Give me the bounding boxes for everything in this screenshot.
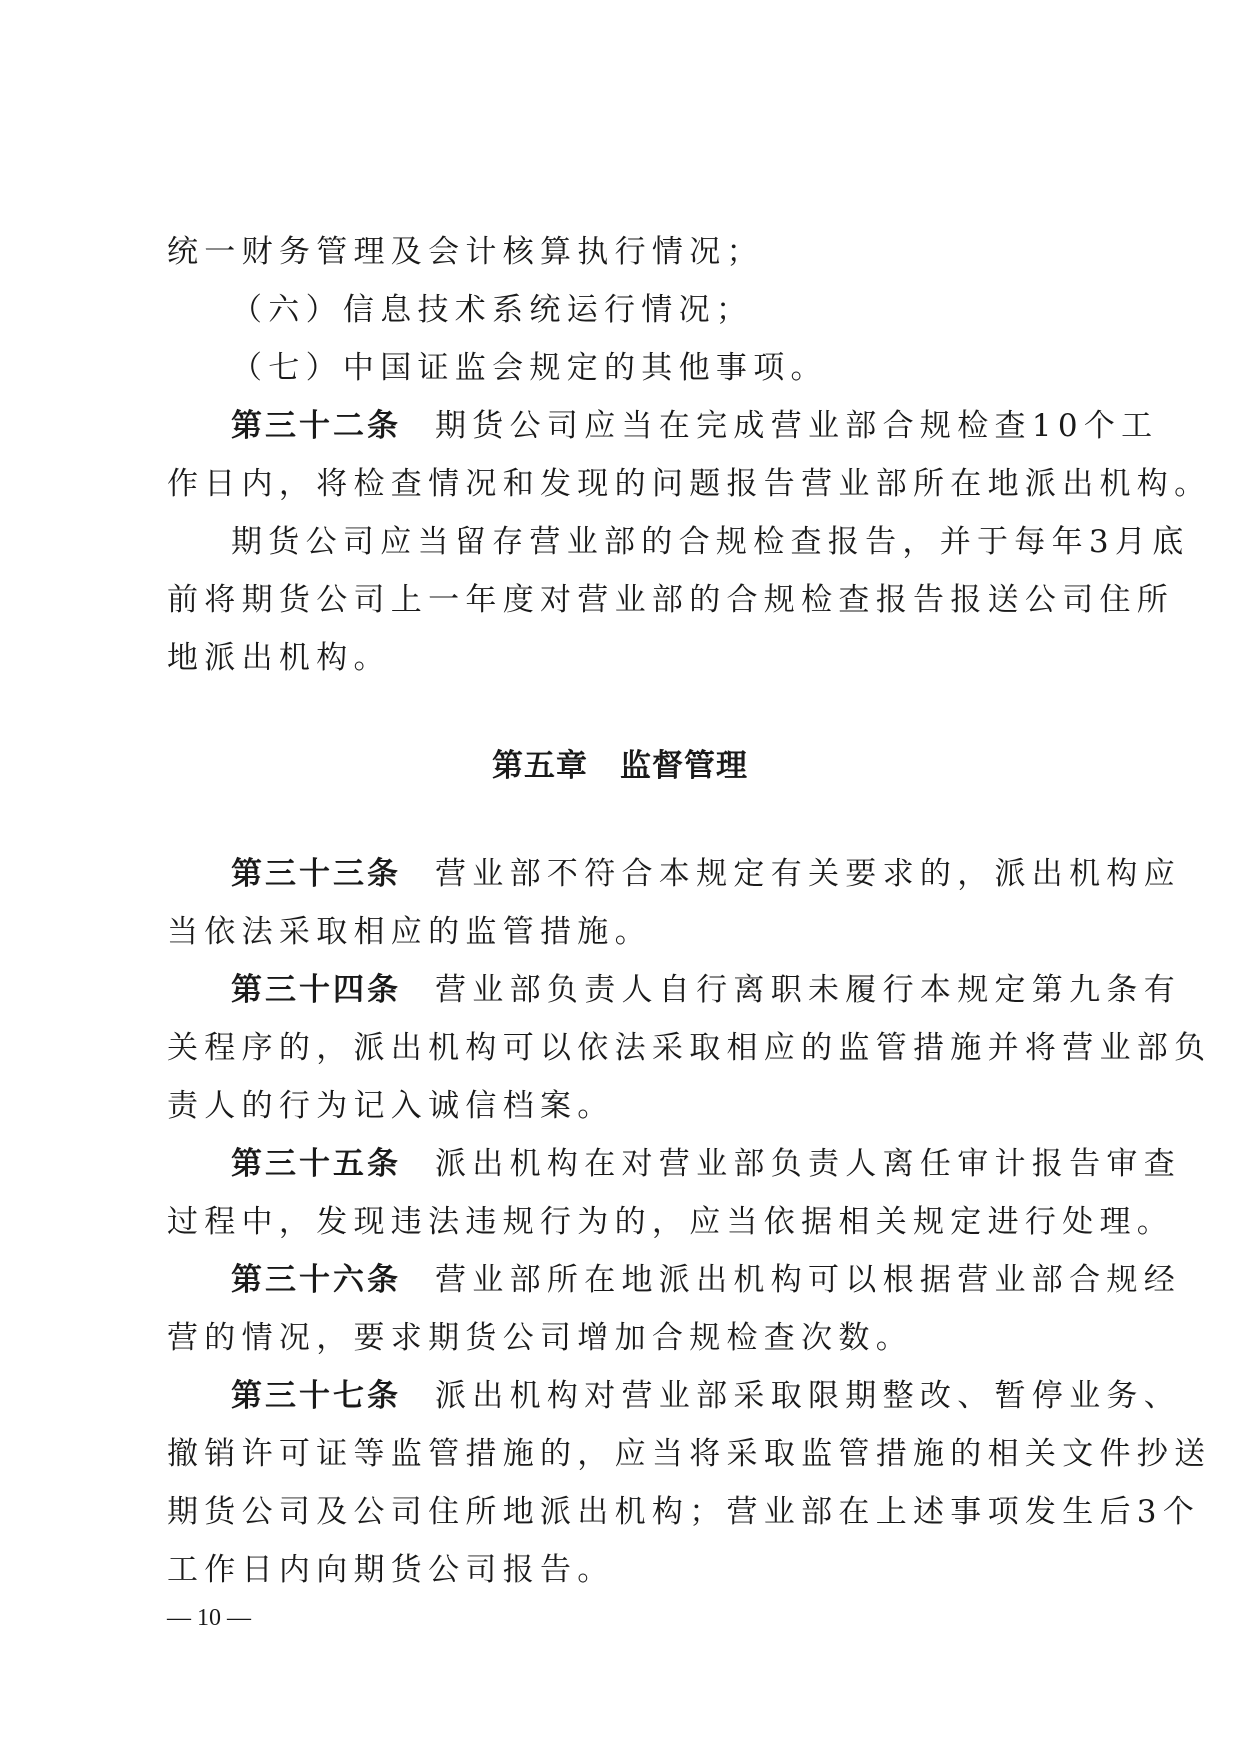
list-item-six: （六）信息技术系统运行情况； <box>231 292 754 328</box>
article-32-para2-line-3: 地派出机构。 <box>167 640 391 676</box>
article-33-text: 营业部不符合本规定有关要求的，派出机构应 <box>435 856 1181 892</box>
article-34-line-1 <box>167 961 1181 1019</box>
chapter-title: 第五章 监督管理 <box>492 748 748 784</box>
article-35-line-2: 过程中，发现违法违规行为的，应当依据相关规定进行处理。 <box>167 1204 1175 1240</box>
article-37-line-1 <box>167 1367 1181 1425</box>
article-32-text: 期货公司应当在完成营业部合规检查10个工 <box>435 408 1159 444</box>
article-33-number: 第三十三条 <box>231 856 401 892</box>
article-32-line-2: 作日内，将检查情况和发现的问题报告营业部所在地派出机构。 <box>167 466 1212 502</box>
article-34-line-3: 责人的行为记入诚信档案。 <box>167 1088 615 1124</box>
article-37-number: 第三十七条 <box>231 1378 401 1414</box>
article-37-line-4: 工作日内向期货公司报告。 <box>167 1552 615 1588</box>
article-36-line-2: 营的情况，要求期货公司增加合规检查次数。 <box>167 1320 913 1356</box>
article-35-text: 派出机构在对营业部负责人离任审计报告审查 <box>435 1146 1181 1182</box>
article-37-line-2: 撤销许可证等监管措施的，应当将采取监管措施的相关文件抄送 <box>167 1436 1212 1472</box>
article-35-number: 第三十五条 <box>231 1146 401 1182</box>
article-35-line-1 <box>167 1135 1181 1193</box>
article-32-para2-line-1: 期货公司应当留存营业部的合规检查报告，并于每年3月底 <box>231 524 1190 560</box>
article-37-line-3: 期货公司及公司住所地派出机构；营业部在上述事项发生后3个 <box>167 1494 1201 1530</box>
article-37-text: 派出机构对营业部采取限期整改、暂停业务、 <box>435 1378 1181 1414</box>
text-line: 统一财务管理及会计核算执行情况； <box>167 234 764 270</box>
article-33-line-2: 当依法采取相应的监管措施。 <box>167 914 652 950</box>
list-item-seven: （七）中国证监会规定的其他事项。 <box>231 350 828 386</box>
article-36-number: 第三十六条 <box>231 1262 401 1298</box>
article-32-number: 第三十二条 <box>231 408 401 444</box>
article-34-text: 营业部负责人自行离职未履行本规定第九条有 <box>435 972 1181 1008</box>
article-36-text: 营业部所在地派出机构可以根据营业部合规经 <box>435 1262 1181 1298</box>
article-33-line-1 <box>167 845 1181 903</box>
article-32-para2-line-2: 前将期货公司上一年度对营业部的合规检查报告报送公司住所 <box>167 582 1175 618</box>
article-36-line-1 <box>167 1251 1181 1309</box>
document-body <box>167 223 1212 1599</box>
article-34-number: 第三十四条 <box>231 972 401 1008</box>
article-32-line-1 <box>167 397 1159 455</box>
article-34-line-2: 关程序的，派出机构可以依法采取相应的监管措施并将营业部负 <box>167 1030 1212 1066</box>
page-number: — 10 — <box>167 1605 251 1631</box>
